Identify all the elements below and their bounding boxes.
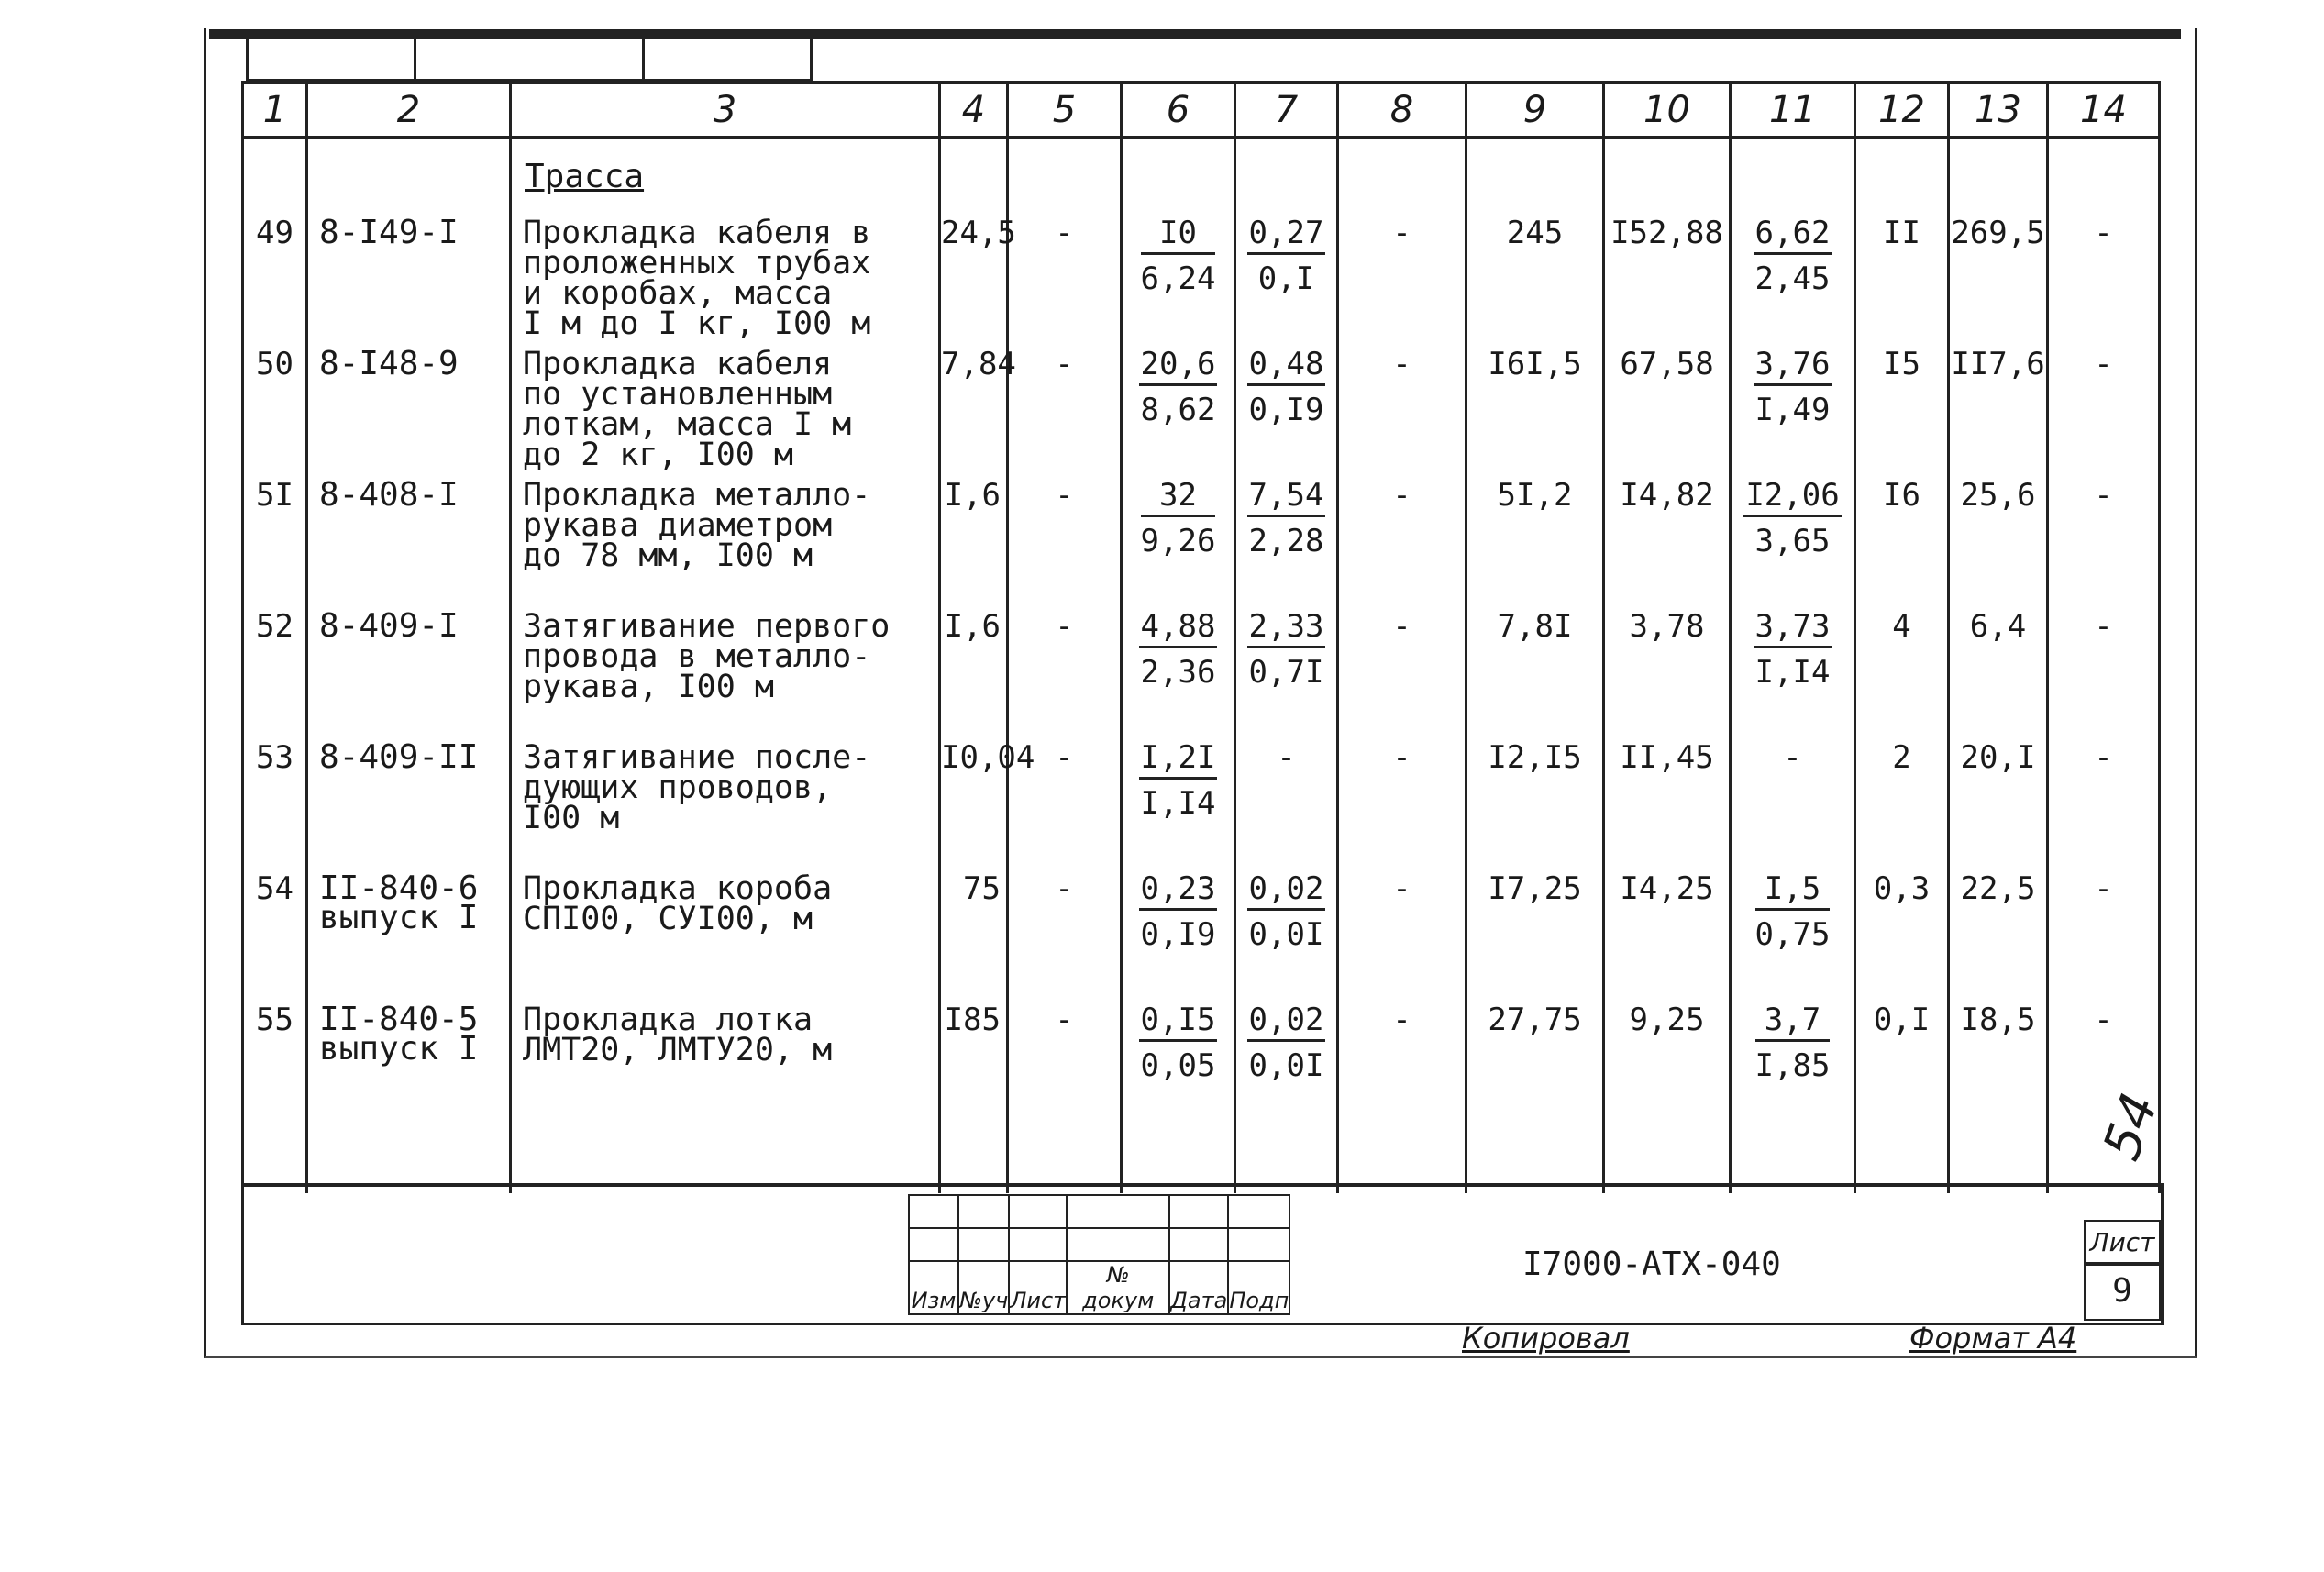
col7-cell [1235, 734, 1338, 865]
quantity-cell [940, 209, 1016, 340]
col11-cell [1731, 471, 1855, 603]
col8-cell [1338, 996, 1466, 1193]
col7-value: - [1277, 739, 1296, 776]
table-row [243, 734, 2160, 865]
rev-label-count: №уч [958, 1261, 1009, 1314]
col-header-3: 3 [511, 83, 940, 138]
col11-fraction [1754, 870, 1831, 953]
col6-fraction-bottom: I,I4 [1140, 785, 1216, 822]
col6-cell [1122, 471, 1235, 603]
col7-fraction-top: 0,27 [1247, 218, 1326, 255]
col7-fraction [1247, 1002, 1326, 1084]
col11-fraction-bottom: 3,65 [1754, 523, 1831, 559]
quantity-cell [940, 603, 1008, 734]
work-description-line: Затягивание после- [523, 739, 871, 776]
col14-value: - [2094, 346, 2113, 382]
col-header-5: 5 [1008, 83, 1122, 138]
sheet-label: Лист [2084, 1220, 2161, 1266]
work-description-line: I м до I кг, I00 м [523, 305, 871, 342]
col10-value: I52,88 [1610, 215, 1723, 251]
col6-fraction-bottom: 2,36 [1140, 654, 1216, 691]
col7-fraction [1247, 215, 1326, 297]
col12-cell [1855, 209, 1949, 340]
col5-value: - [1055, 1002, 1074, 1038]
col5-cell [1008, 209, 1122, 340]
rate-code [307, 209, 511, 340]
col8-value: - [1392, 477, 1411, 514]
work-description [511, 734, 940, 865]
col11-fraction-top: I2,06 [1743, 481, 1841, 517]
quantity-cell [940, 340, 1016, 471]
col12-cell [1855, 603, 1949, 734]
col8-value: - [1392, 608, 1411, 645]
work-description-line: Прокладка кабеля в [523, 215, 871, 251]
col6-fraction [1139, 1002, 1218, 1084]
quantity-value: 24,5 [941, 215, 1016, 251]
col11-fraction-top: 3,73 [1754, 612, 1832, 648]
col14-value: - [2094, 1002, 2113, 1038]
col14-cell [2048, 865, 2160, 996]
col10-cell [1604, 734, 1731, 865]
copied-by-label: Копировал [1462, 1321, 1630, 1356]
row-number [243, 734, 307, 865]
col10-cell [1604, 603, 1731, 734]
col-header-12: 12 [1855, 83, 1949, 138]
col12-value: 4 [1892, 608, 1911, 645]
table-row [243, 340, 2160, 471]
rate-code [307, 340, 511, 471]
col5-cell [1008, 471, 1122, 603]
col7-fraction-bottom: 0,0I [1248, 916, 1324, 953]
col11-fraction-top: 6,62 [1754, 218, 1832, 255]
rev-label-change: Изм [909, 1261, 958, 1314]
table-row [243, 996, 2160, 1193]
col7-fraction [1247, 346, 1326, 428]
col6-fraction [1140, 477, 1216, 559]
rev-label-date: Дата [1169, 1261, 1228, 1314]
col9-cell [1466, 471, 1604, 603]
col6-fraction-top: 4,88 [1139, 612, 1218, 648]
col13-value: 269,5 [1951, 215, 2045, 251]
rate-code [307, 865, 511, 996]
col14-value: - [2094, 870, 2113, 907]
col7-cell [1235, 340, 1338, 471]
work-description-line: Затягивание первого [523, 608, 891, 645]
col-header-10: 10 [1604, 83, 1731, 138]
col8-cell [1338, 865, 1466, 996]
col7-fraction-bottom: 0,I9 [1248, 392, 1324, 428]
rate-code [307, 734, 511, 865]
work-description-line: I00 м [523, 800, 620, 836]
work-description-line: Прокладка металло- [523, 477, 871, 514]
rate-code [307, 603, 511, 734]
col7-fraction-top: 2,33 [1247, 612, 1326, 648]
row-number [243, 209, 307, 340]
col13-cell [1949, 209, 2048, 340]
col7-cell [1235, 996, 1338, 1193]
col7-fraction [1247, 608, 1326, 691]
col10-cell [1604, 471, 1731, 603]
col7-cell [1235, 471, 1338, 603]
col14-value: - [2094, 739, 2113, 776]
col9-value: 7,8I [1497, 608, 1573, 645]
work-description-line: СПI00, СУI00, м [523, 901, 813, 937]
quantity-value: I,6 [944, 608, 1001, 645]
col-header-9: 9 [1466, 83, 1604, 138]
work-description [511, 471, 940, 603]
revision-table [908, 1194, 1290, 1315]
col11-cell [1731, 603, 1855, 734]
col13-value: I8,5 [1960, 1002, 2036, 1038]
quantity-value: 7,84 [941, 346, 1016, 382]
rate-code-line: 8-I48-9 [319, 345, 459, 382]
col6-fraction-bottom: 0,05 [1140, 1047, 1216, 1084]
col7-fraction-top: 7,54 [1247, 481, 1326, 517]
col6-fraction-top: 20,6 [1139, 349, 1218, 386]
col10-cell [1604, 340, 1731, 471]
sheet-number: 9 [2084, 1262, 2161, 1321]
col11-fraction [1754, 1002, 1831, 1084]
work-description [511, 996, 940, 1193]
col11-fraction-top: 3,7 [1755, 1005, 1831, 1042]
quantity-value: I,6 [944, 477, 1001, 514]
col8-cell [1338, 209, 1466, 340]
top-stamp-cell-3 [642, 39, 813, 81]
col10-cell [1604, 865, 1731, 996]
quantity-cell [940, 865, 1008, 996]
col12-value: 0,3 [1873, 870, 1931, 907]
col6-fraction-bottom: 9,26 [1140, 523, 1216, 559]
col12-cell [1855, 734, 1949, 865]
col14-value: - [2094, 215, 2113, 251]
col12-value: 2 [1892, 739, 1911, 776]
col-header-4: 4 [940, 83, 1008, 138]
rate-code-line: 8-408-I [319, 476, 459, 514]
col8-cell [1338, 603, 1466, 734]
col6-cell [1122, 865, 1235, 996]
col9-cell [1466, 734, 1604, 865]
col13-cell [1949, 471, 2048, 603]
work-description [511, 209, 940, 340]
row-number-text: 55 [256, 1002, 293, 1038]
row-number-text: 54 [256, 870, 293, 907]
col11-fraction-bottom: I,85 [1754, 1047, 1831, 1084]
col9-value: 245 [1506, 215, 1564, 251]
work-description-line: и коробах, масса [523, 275, 833, 312]
format-label: Формат А4 [1909, 1321, 2077, 1356]
col-header-13: 13 [1949, 83, 2048, 138]
col5-value: - [1055, 346, 1074, 382]
col14-value: - [2094, 477, 2113, 514]
col6-fraction-top: I,2I [1139, 743, 1218, 780]
col11-fraction [1743, 477, 1841, 559]
col6-cell [1122, 340, 1235, 471]
col14-cell [2048, 734, 2160, 865]
column-number-header [243, 83, 2160, 138]
rate-code-line: II-840-5 [319, 1001, 479, 1038]
col12-cell [1855, 471, 1949, 603]
col13-cell [1949, 996, 2048, 1193]
col9-cell [1466, 603, 1604, 734]
col8-cell [1338, 471, 1466, 603]
row-number [243, 603, 307, 734]
col-header-1: 1 [243, 83, 307, 138]
col6-fraction-bottom: 0,I9 [1140, 916, 1216, 953]
col5-value: - [1055, 870, 1074, 907]
work-description-line: ЛМТ20, ЛМТУ20, м [523, 1032, 833, 1068]
col11-fraction-top: 3,76 [1754, 349, 1832, 386]
col11-fraction [1754, 346, 1832, 428]
col6-fraction-bottom: 6,24 [1140, 260, 1216, 297]
work-description-line: рукава, I00 м [523, 669, 774, 705]
col10-value: 9,25 [1629, 1002, 1705, 1038]
col8-value: - [1392, 870, 1411, 907]
col11-fraction-bottom: 2,45 [1754, 260, 1831, 297]
top-stamp-cell-2 [414, 39, 645, 81]
table-row [243, 603, 2160, 734]
col6-fraction [1139, 608, 1218, 691]
col12-value: II [1883, 215, 1920, 251]
row-number [243, 996, 307, 1193]
col7-fraction-top: 0,48 [1247, 349, 1326, 386]
col-header-14: 14 [2048, 83, 2160, 138]
rate-code-line: 8-409-I [319, 607, 459, 645]
col9-value: 27,75 [1488, 1002, 1582, 1038]
col6-cell [1122, 734, 1235, 865]
top-border-bar [209, 29, 2181, 39]
col12-value: I5 [1883, 346, 1920, 382]
col6-fraction-top: 0,23 [1139, 874, 1218, 911]
col9-value: I2,I5 [1488, 739, 1582, 776]
col5-cell [1008, 340, 1122, 471]
col7-fraction-bottom: 0,I [1257, 260, 1315, 297]
col8-value: - [1392, 1002, 1411, 1038]
col5-value: - [1055, 739, 1074, 776]
col7-fraction-top: 0,02 [1247, 874, 1326, 911]
row-number-text: 50 [256, 346, 293, 382]
col-header-6: 6 [1122, 83, 1235, 138]
col13-value: 22,5 [1960, 870, 2036, 907]
col6-fraction [1139, 346, 1218, 428]
col14-cell [2048, 340, 2160, 471]
col6-cell [1122, 209, 1235, 340]
work-description-line: до 78 мм, I00 м [523, 537, 813, 574]
col7-fraction [1247, 870, 1326, 953]
col7-fraction-top: 0,02 [1247, 1005, 1326, 1042]
col13-cell [1949, 603, 2048, 734]
col11-fraction [1754, 608, 1832, 691]
rate-code-line: 8-409-II [319, 738, 479, 776]
col7-fraction [1247, 477, 1326, 559]
col6-fraction-top: 0,I5 [1139, 1005, 1218, 1042]
rate-code [307, 471, 511, 603]
table-row [243, 209, 2160, 340]
col5-cell [1008, 603, 1122, 734]
col13-value: 6,4 [1969, 608, 2027, 645]
rate-code-line: выпуск I [319, 1030, 479, 1068]
col14-cell [2048, 471, 2160, 603]
rate-code-line: 8-I49-I [319, 214, 459, 251]
col7-cell [1235, 865, 1338, 996]
col9-value: I7,25 [1488, 870, 1582, 907]
col10-cell [1604, 209, 1731, 340]
col11-fraction-bottom: 0,75 [1754, 916, 1831, 953]
col14-value: - [2094, 608, 2113, 645]
work-description [511, 865, 940, 996]
col5-value: - [1055, 477, 1074, 514]
col6-cell [1122, 996, 1235, 1193]
col11-cell [1731, 865, 1855, 996]
quantity-value: 75 [963, 870, 1001, 907]
col11-fraction-top: I,5 [1755, 874, 1831, 911]
col10-value: II,45 [1620, 739, 1714, 776]
work-description-line: лоткам, масса I м [523, 406, 852, 443]
col13-cell [1949, 865, 2048, 996]
rev-label-sheet: Лист [1009, 1261, 1067, 1314]
work-description-line: проложенных трубах [523, 245, 871, 282]
col11-cell [1731, 734, 1855, 865]
col9-cell [1466, 996, 1604, 1193]
col9-cell [1466, 209, 1604, 340]
work-description-line: Прокладка лотка [523, 1002, 813, 1038]
col7-fraction-bottom: 0,7I [1248, 654, 1324, 691]
estimate-table [241, 81, 2161, 1193]
work-description-line: рукава диаметром [523, 507, 833, 544]
col7-fraction-bottom: 0,0I [1248, 1047, 1324, 1084]
col6-fraction-top: 32 [1141, 481, 1216, 517]
document-code: I7000-АТХ-040 [1522, 1245, 1781, 1283]
work-description-line: по установленным [523, 376, 833, 413]
col12-cell [1855, 865, 1949, 996]
col11-cell [1731, 340, 1855, 471]
col9-cell [1466, 865, 1604, 996]
col6-fraction-bottom: 8,62 [1140, 392, 1216, 428]
col6-cell [1122, 603, 1235, 734]
handwritten-note: 54 [2091, 1085, 2171, 1168]
col8-value: - [1392, 346, 1411, 382]
col7-fraction-bottom: 2,28 [1248, 523, 1324, 559]
col13-value: 20,I [1960, 739, 2036, 776]
col13-value: II7,6 [1951, 346, 2045, 382]
table-row [243, 865, 2160, 996]
rev-label-document: № докум [1067, 1261, 1169, 1314]
row-number [243, 865, 307, 996]
col8-value: - [1392, 215, 1411, 251]
col11-cell [1731, 209, 1855, 340]
rev-label-signature: Подп [1228, 1261, 1289, 1314]
col12-cell [1855, 996, 1949, 1193]
col9-value: I6I,5 [1488, 346, 1582, 382]
section-row-trace [243, 138, 2160, 209]
col6-fraction [1139, 870, 1218, 953]
row-number [243, 340, 307, 471]
col6-fraction [1140, 215, 1216, 297]
col14-cell [2048, 603, 2160, 734]
row-number-text: 5I [256, 477, 293, 514]
col-header-11: 11 [1731, 83, 1855, 138]
quantity-cell [940, 471, 1008, 603]
work-description-line: Прокладка кабеля [523, 346, 833, 382]
work-description [511, 603, 940, 734]
col6-fraction-top: I0 [1141, 218, 1216, 255]
col11-fraction-bottom: I,I4 [1754, 654, 1831, 691]
col13-cell [1949, 340, 2048, 471]
work-description-line: провода в металло- [523, 638, 871, 675]
col11-fraction-bottom: I,49 [1754, 392, 1831, 428]
work-description-line: до 2 кг, I00 м [523, 437, 794, 473]
col5-cell [1008, 996, 1122, 1193]
col9-cell [1466, 340, 1604, 471]
col13-value: 25,6 [1960, 477, 2036, 514]
col9-value: 5I,2 [1497, 477, 1573, 514]
col11-fraction [1754, 215, 1832, 297]
col10-value: I4,25 [1620, 870, 1714, 907]
col5-value: - [1055, 608, 1074, 645]
work-description [511, 340, 940, 471]
top-stamp-cell-1 [246, 39, 416, 81]
col8-value: - [1392, 739, 1411, 776]
col12-cell [1855, 340, 1949, 471]
col12-value: 0,I [1873, 1002, 1931, 1038]
col12-value: I6 [1883, 477, 1920, 514]
col-header-8: 8 [1338, 83, 1466, 138]
col-header-2: 2 [307, 83, 511, 138]
col5-cell [1008, 865, 1122, 996]
section-title-trace: Трасса [525, 158, 645, 195]
table-row [243, 471, 2160, 603]
col10-value: 3,78 [1629, 608, 1705, 645]
row-number-text: 53 [256, 739, 293, 776]
col11-value: - [1783, 739, 1802, 776]
col14-cell [2048, 209, 2160, 340]
col10-value: 67,58 [1620, 346, 1714, 382]
quantity-cell [940, 734, 1035, 865]
quantity-value: I0,04 [941, 739, 1035, 776]
col8-cell [1338, 340, 1466, 471]
row-number-text: 49 [256, 215, 293, 251]
col13-cell [1949, 734, 2048, 865]
row-number [243, 471, 307, 603]
col-header-7: 7 [1235, 83, 1338, 138]
rate-code [307, 996, 511, 1193]
row-number-text: 52 [256, 608, 293, 645]
col10-value: I4,82 [1620, 477, 1714, 514]
col7-cell [1235, 603, 1338, 734]
col8-cell [1338, 734, 1466, 865]
col11-cell [1731, 996, 1855, 1193]
rate-code-line: выпуск I [319, 899, 479, 936]
col7-cell [1235, 209, 1338, 340]
quantity-value: I85 [944, 1002, 1001, 1038]
work-description-line: Прокладка короба [523, 870, 833, 907]
quantity-cell [940, 996, 1008, 1193]
rate-code-line: II-840-6 [319, 869, 479, 907]
work-description-line: дующих проводов, [523, 769, 833, 806]
col5-value: - [1055, 215, 1074, 251]
col6-fraction [1139, 739, 1218, 822]
col10-cell [1604, 996, 1731, 1193]
